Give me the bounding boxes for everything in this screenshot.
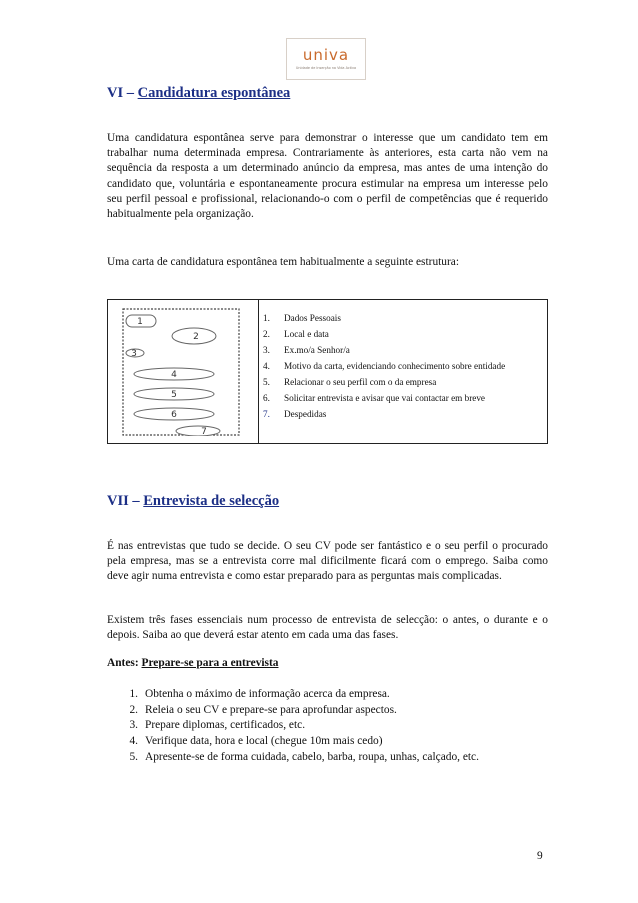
item-text: Relacionar o seu perfil com o da empresa bbox=[284, 377, 437, 387]
antes-steps bbox=[116, 687, 557, 766]
step-text: Verifique data, hora e local (chegue 10m mais cedo) bbox=[145, 735, 383, 748]
antes-heading bbox=[107, 657, 548, 669]
list-item bbox=[116, 750, 557, 766]
section-6-para-2 bbox=[107, 255, 548, 270]
diagram-label-6: 6 bbox=[171, 410, 177, 420]
antes-step-list bbox=[116, 687, 557, 766]
item-number: 1. bbox=[263, 313, 270, 323]
step-number: 5. bbox=[129, 750, 138, 763]
list-item bbox=[263, 310, 505, 326]
section-7-heading bbox=[107, 493, 548, 510]
item-text: Dados Pessoais bbox=[284, 313, 341, 323]
item-number: 3. bbox=[263, 345, 270, 355]
diagram-label-2: 2 bbox=[193, 332, 199, 342]
step-text: Prepare diplomas, certificados, etc. bbox=[145, 719, 306, 732]
logo-wordmark: univa bbox=[302, 46, 350, 64]
step-text: Releia o seu CV e prepare-se para aprofundar aspectos. bbox=[145, 703, 397, 716]
section-7-title: Entrevista de selecção bbox=[143, 493, 280, 509]
section-6-title: Candidatura espontânea bbox=[137, 85, 291, 101]
list-item bbox=[263, 406, 505, 422]
diagram-label-7: 7 bbox=[201, 427, 207, 436]
list-item bbox=[263, 326, 505, 342]
diagram-label-4: 4 bbox=[171, 370, 177, 380]
step-number: 2. bbox=[129, 703, 138, 716]
section-7-number: VII – bbox=[107, 493, 140, 509]
list-item bbox=[116, 687, 557, 703]
antes-title: Prepare-se para a entrevista bbox=[141, 657, 279, 669]
diagram-block-7 bbox=[176, 426, 220, 436]
item-text: Motivo da carta, evidenciando conhecimento sobre entidade bbox=[284, 361, 506, 371]
section-7-para-2 bbox=[107, 613, 548, 643]
antes-heading-line bbox=[107, 657, 548, 669]
logo-tagline: Unidade de Inserção na Vida Activa bbox=[295, 66, 357, 70]
item-text: Local e data bbox=[284, 329, 329, 339]
letter-layout-diagram bbox=[122, 308, 240, 436]
list-item bbox=[116, 703, 557, 719]
paragraph: É nas entrevistas que tudo se decide. O seu CV pode ser fantástico e o seu perfil o procurado pela empresa, mas se a entrevista corre mal dificilmente ficará com o emprego. Saiba como deve agir numa entrevista e como estar preparado para as perguntas mais complicadas. bbox=[107, 540, 548, 583]
item-number: 2. bbox=[263, 329, 270, 339]
step-number: 3. bbox=[129, 719, 138, 732]
item-number: 7. bbox=[263, 409, 270, 419]
paragraph: Existem três fases essenciais num processo de entrevista de selecção: o antes, o durante e o depois. Saiba ao que deverá estar atento em cada uma das fases. bbox=[107, 614, 548, 642]
item-text: Solicitar entrevista e avisar que vai contactar em breve bbox=[284, 393, 486, 403]
diagram-label-1: 1 bbox=[137, 317, 143, 327]
diagram-label-3: 3 bbox=[131, 349, 137, 359]
paragraph: Uma carta de candidatura espontânea tem habitualmente a seguinte estrutura: bbox=[107, 256, 460, 268]
letter-structure-table bbox=[107, 299, 548, 444]
list-item bbox=[263, 342, 505, 358]
page-number: 9 bbox=[537, 850, 543, 862]
item-text: Ex.mo/a Senhor/a bbox=[284, 345, 350, 355]
diagram-label-5: 5 bbox=[171, 390, 177, 400]
section-7-heading-block bbox=[107, 493, 548, 510]
list-item bbox=[263, 390, 505, 406]
antes-label: Antes: bbox=[107, 657, 139, 669]
univa-logo bbox=[286, 38, 366, 80]
list-item bbox=[263, 374, 505, 390]
list-item bbox=[116, 734, 557, 750]
item-text: Despedidas bbox=[284, 409, 327, 419]
list-item bbox=[116, 718, 557, 734]
table-divider bbox=[258, 300, 259, 443]
step-text: Apresente-se de forma cuidada, cabelo, barba, roupa, unhas, calçado, etc. bbox=[145, 750, 479, 763]
step-number: 4. bbox=[129, 735, 138, 748]
step-number: 1. bbox=[129, 688, 138, 700]
list-item bbox=[263, 358, 505, 374]
step-text: Obtenha o máximo de informação acerca da empresa. bbox=[145, 688, 390, 700]
section-7-para-1 bbox=[107, 539, 548, 585]
letter-structure-list bbox=[263, 310, 505, 422]
item-number: 5. bbox=[263, 377, 270, 387]
paragraph: Uma candidatura espontânea serve para demonstrar o interesse que um candidato tem em trabalhar numa determinada empresa. Contrariamente às anteriores, esta carta não vem na sequência da resposta a um determinado anúncio da empresa, mas antes de uma intenção do candidato que, voluntária e espontaneamente procura estimular na empresa um interesse pelo seu perfil pessoal e profissional, relacionando-o com o perfil de competências que é requerido habitualmente pela organização. bbox=[107, 132, 548, 221]
item-number: 6. bbox=[263, 393, 270, 403]
section-6-para-1 bbox=[107, 131, 548, 222]
section-6-heading-block bbox=[107, 85, 548, 102]
section-6-heading bbox=[107, 85, 548, 102]
item-number: 4. bbox=[263, 361, 270, 371]
section-6-number: VI – bbox=[107, 85, 134, 101]
